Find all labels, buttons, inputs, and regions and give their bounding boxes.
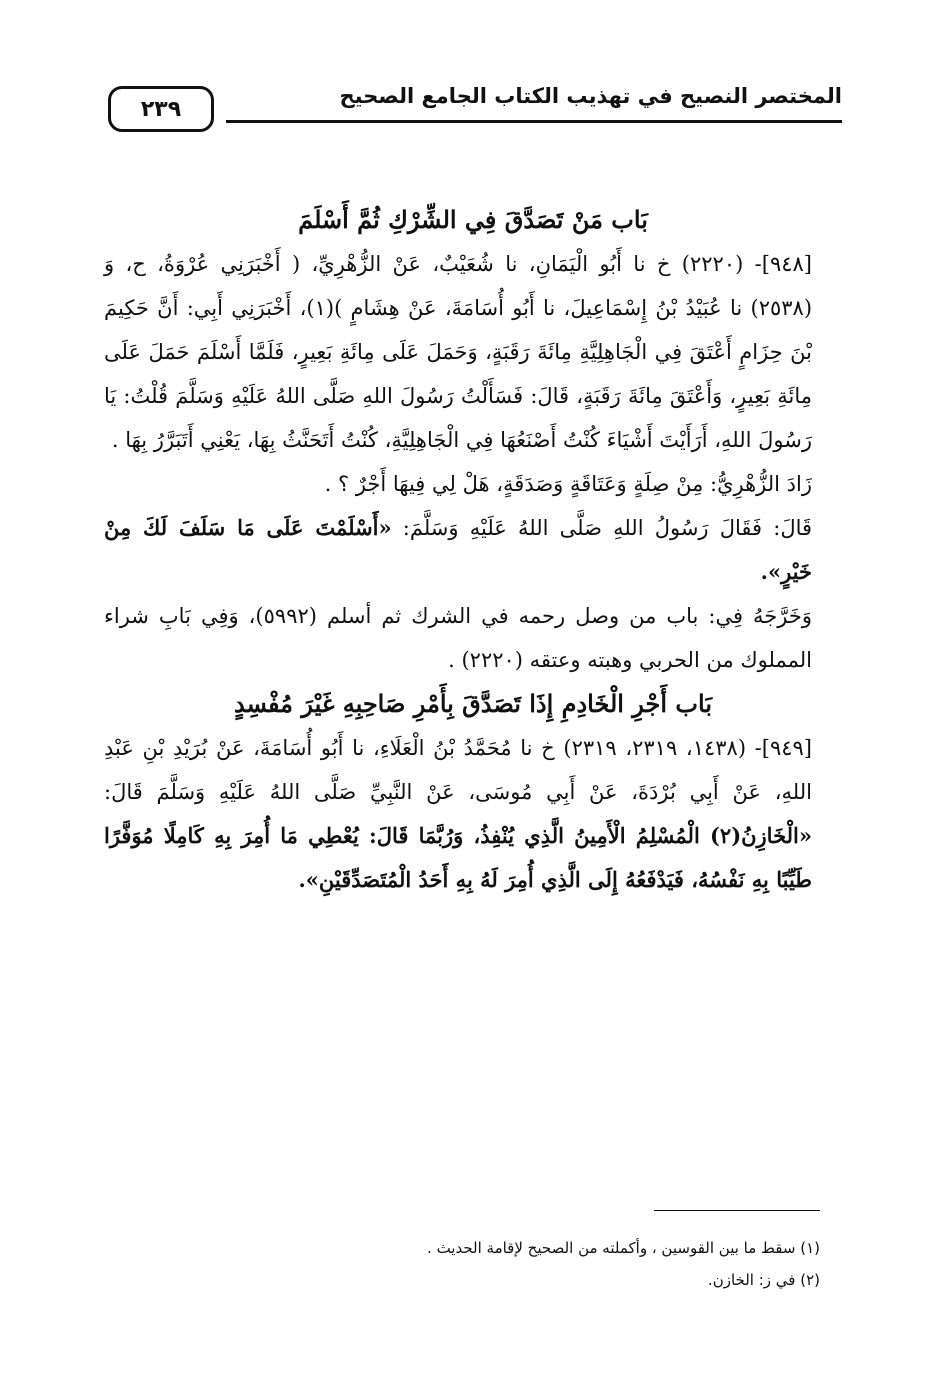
chapter-title-2: بَاب أَجْرِ الْخَادِمِ إِذَا تَصَدَّقَ بِأَمْرِ صَاحِبِهِ غَيْرَ مُفْسِدٍ [233, 689, 712, 718]
footnote-2: (٢) في ز: الخازن. [707, 1271, 820, 1289]
hadith-949-isnad: [٩٤٩]- (١٤٣٨، ٢٣١٩، ٢٣١٩) خ نا مُحَمَّدُ بْنُ الْعَلَاءِ، نا أَبُو أُسَامَةَ، عَنْ بُرَيْدِ بْنِ عَبْدِ اللهِ، عَنْ أَبِي بُرْدَةَ، عَنْ أَبِي مُوسَى، عَنْ النَّبِيِّ صَلَّى اللهُ عَلَيْهِ وَسَلَّمَ قَالَ: [104, 736, 812, 804]
hadith-949-matn: «الْخَازِنُ(٢) الْمُسْلِمُ الْأَمِينُ الَّذِي يُنْفِذُ، وَرُبَّمَا قَالَ: يُعْطِي مَا أُمِرَ بِهِ كَامِلًا مُوَفَّرًا طَيِّبًا بِهِ نَفْسُهُ، فَيَدْفَعُهُ إِلَى الَّذِي أُمِرَ لَهُ بِهِ أَحَدُ الْمُتَصَدِّقَيْنِ». [104, 823, 812, 892]
zuhri-addition: زَادَ الزُّهْرِيُّ: مِنْ صِلَةٍ وَعَتَاقَةٍ وَصَدَقَةٍ، هَلْ لِي فِيهَا أَجْرٌ ؟ . [324, 472, 812, 496]
chapter-title-1: بَاب مَنْ تَصَدَّقَ فِي الشِّرْكِ ثُمَّ أَسْلَمَ [298, 205, 648, 234]
header-rule [226, 120, 842, 123]
page-body [104, 198, 842, 902]
book-title: المختصر النصيح في تهذيب الكتاب الجامع الصحيح [339, 84, 842, 108]
hadith-948: [٩٤٨]- (٢٢٢٠) خ نا أَبُو الْيَمَانِ، نا شُعَيْبٌ، عَنْ الزُّهْرِيِّ، ( أَخْبَرَنِي عُرْوَةُ، ح، وَ (٢٥٣٨) نا عُبَيْدُ بْنُ إِسْمَاعِيلَ، نا أَبُو أُسَامَةَ، عَنْ هِشَامٍ )(١)، أَخْبَرَنِي أَبِي: أَنَّ حَكِيمَ بْنَ حِزَامٍ أَعْتَقَ فِي الْجَاهِلِيَّةِ مِائَةَ رَقَبَةٍ، وَحَمَلَ عَلَى مِائَةِ بَعِيرٍ، فَلَمَّا أَسْلَمَ حَمَلَ عَلَى مِائَةِ بَعِيرٍ، وَأَعْتَقَ مِائَةَ رَقَبَةٍ، قَالَ: فَسَأَلْتُ رَسُولَ اللهِ صَلَّى اللهُ عَلَيْهِ وَسَلَّمَ قُلْتُ: يَا رَسُولَ اللهِ، أَرَأَيْتَ أَشْيَاءَ كُنْتُ أَصْنَعُهَا فِي الْجَاهِلِيَّةِ، كُنْتُ أَتَحَنَّثُ بِهَا، يَعْنِي أَتَبَرَّرُ بِهَا . [104, 252, 813, 452]
reply-lead: قَالَ: فَقَالَ رَسُولُ اللهِ صَلَّى اللهُ عَلَيْهِ وَسَلَّمَ: [391, 516, 813, 540]
page-number: ٢٣٩ [108, 86, 214, 132]
prophet-reply [104, 506, 842, 594]
footnote-1: (١) سقط ما بين القوسين ، وأكملته من الصحيح لإقامة الحديث . [427, 1239, 820, 1257]
hadith-949 [104, 726, 842, 902]
footnote-rule [654, 1210, 820, 1211]
footnotes [100, 1232, 820, 1296]
reply-quote: «أَسْلَمْتَ عَلَى مَا سَلَفَ لَكَ مِنْ خَيْرٍ». [104, 515, 812, 584]
running-header [108, 72, 842, 138]
takhrij-note: وَخَرَّجَهُ فِي: باب من وصل رحمه في الشرك ثم أسلم (٥٩٩٢)، وَفِي بَابِ شراء المملوك من الحربي وهبته وعتقه (٢٢٢٠) . [104, 604, 812, 672]
